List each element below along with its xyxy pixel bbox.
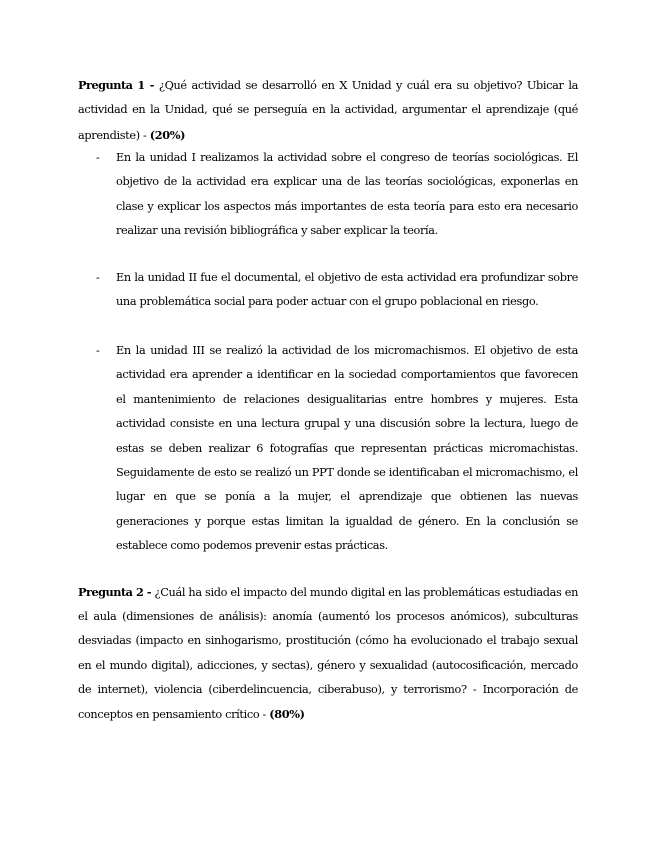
question-2 [78,580,578,727]
list-item [96,146,578,244]
question-2-label: Pregunta 2 [78,585,144,599]
question-1-separator: - [144,78,159,92]
question-1-text: ¿Qué actividad se desarrolló en X Unidad y cuál era su objetivo? Ubicar la actividad en la Unidad, qué se perseguía en la actividad, argumentar el aprendizaje (qué aprendiste) - [78,79,578,142]
list-item [96,339,578,559]
question-1-label: Pregunta 1 [78,78,145,92]
answer-unit-1-text: En la unidad I realizamos la actividad sobre el congreso de teorías sociológicas. El objetivo de la actividad era explicar una de las teorías sociológicas, exponerlas en clase y explicar los aspectos más importantes de esta teoría para esto era necesario realizar una revisión bibliográfica y saber explicar la teoría. [116,151,578,238]
bullet-dash: - [96,271,100,284]
question-2-weight: (80%) [269,707,305,722]
question-1-weight: (20%) [149,127,186,142]
bullet-dash: - [96,151,100,164]
question-2-separator: - [143,585,155,599]
answer-unit-3-text: En la unidad III se realizó la actividad de los micromachismos. El objetivo de esta actividad era aprender a identificar en la sociedad comportamientos que favorecen el mantenimiento de relaciones desigualitarias entre hombres y mujeres. Esta actividad consiste en una lectura grupal y una discusión sobre la lectura, luego de estas se deben realizar 6 fotografías que representan prácticas micromachistas. Seguidamente de esto se realizó un PPT donde se identificaban el micromachismo, el lugar en que se ponía a la mujer, el aprendizaje que obtienen las nuevas generaciones y porque estas limitan la igualdad de género. En la conclusión se establece como podemos prevenir estas prácticas. [116,344,578,553]
bullet-dash: - [96,344,100,357]
question-1 [78,73,578,148]
answer-unit-2-text: En la unidad II fue el documental, el objetivo de esta actividad era profundizar sobre una problemática social para poder actuar con el grupo poblacional en riesgo. [116,271,578,309]
list-item [96,266,578,315]
question-2-text: ¿Cuál ha sido el impacto del mundo digital en las problemáticas estudiadas en el aula (dimensiones de análisis): anomía (aumentó los procesos anómicos), subculturas desviadas (impacto en sinhogarismo, prostitución (cómo ha evolucionado el trabajo sexual en el mundo digital), adicciones, y sectas), género y sexualidad (autocosificación, mercado de internet), violencia (ciberdelincuencia, ciberabuso), y terrorismo? - Incorporación de conceptos en pensamiento crítico - [78,586,578,722]
